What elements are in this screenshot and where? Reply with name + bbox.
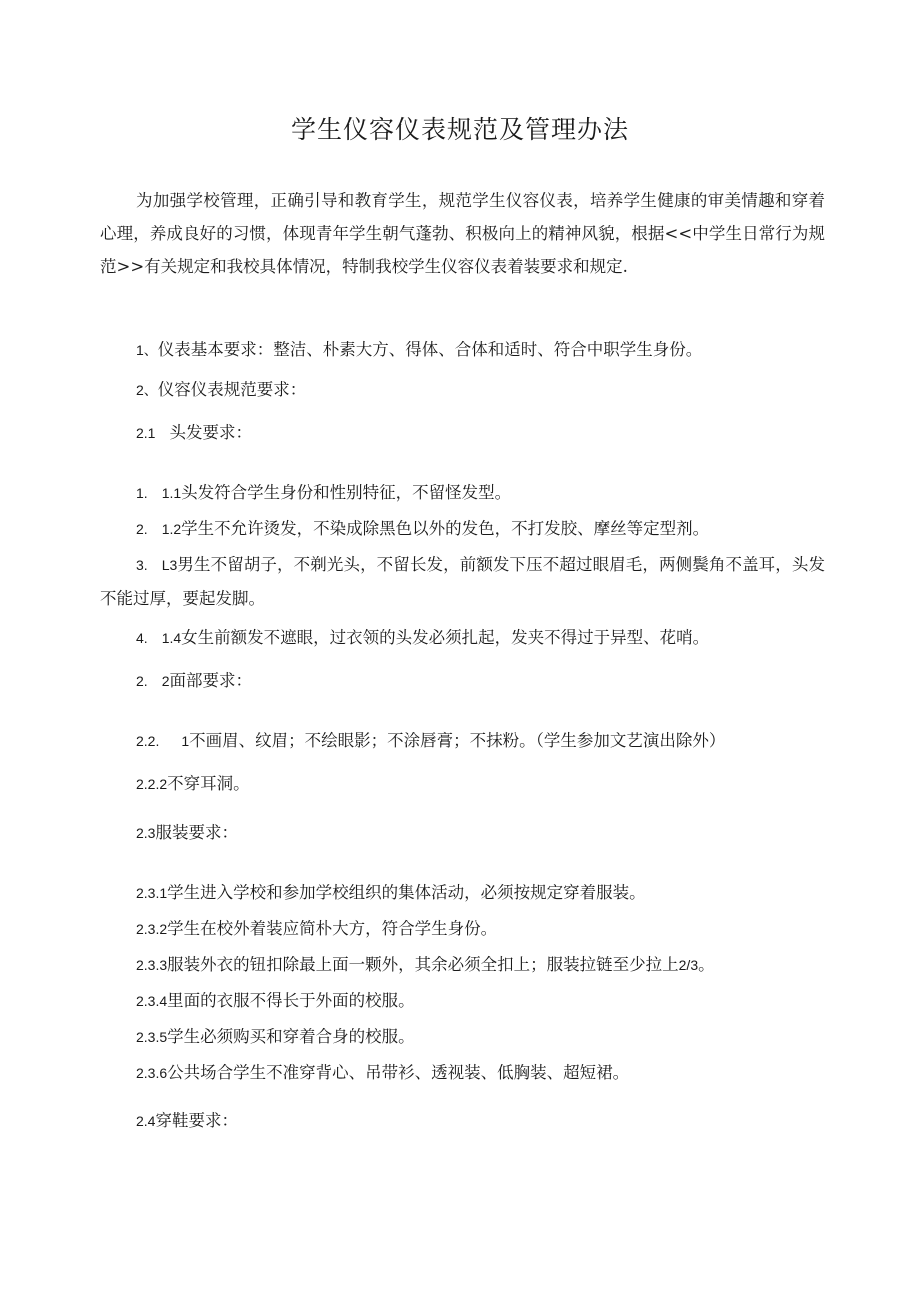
section-2-3-number: 2.3 (136, 825, 156, 841)
clothing-item-5-text: 学生必须购买和穿着合身的校服。 (167, 1027, 415, 1046)
hair-item-2-sub: 1.2 (161, 521, 182, 537)
section-2-number: 2、 (136, 382, 158, 398)
hair-item-4 (136, 621, 826, 655)
section-2-4-number: 2.4 (136, 1113, 156, 1129)
section-2 (136, 373, 826, 407)
clothing-item-2-text: 学生在校外着装应简朴大方，符合学生身份。 (167, 919, 498, 938)
clothing-item-6-text: 公共场合学生不准穿背心、吊带衫、透视装、低胸装、超短裙。 (167, 1063, 630, 1082)
section-2-2-sub: 2 (161, 673, 170, 689)
section-2-1-text: 头发要求： (169, 423, 252, 442)
hair-item-4-number: 4. (136, 630, 148, 646)
hair-item-3 (100, 548, 825, 615)
clothing-item-4 (136, 984, 826, 1018)
hair-item-3-text: 男生不留胡子，不剃光头，不留长发，前额发下压不超过眼眉毛，两侧鬓角不盖耳，头发不能过厚，要起发脚。 (100, 555, 825, 608)
section-2-4 (136, 1104, 826, 1138)
face-item-2-number: 2.2.2 (136, 776, 168, 792)
face-item-1 (136, 724, 826, 758)
hair-item-3-sub: L3 (161, 557, 178, 573)
hair-item-2 (136, 512, 826, 546)
section-1-number: 1、 (136, 342, 158, 358)
hair-item-1 (136, 476, 826, 510)
section-2-text: 仪容仪表规范要求： (157, 380, 307, 399)
clothing-item-3-text: 服装外衣的钮扣除最上面一颗外，其余必须全扣上；服装拉链至少拉上 (167, 955, 679, 974)
clothing-item-4-number: 2.3.4 (136, 993, 168, 1009)
clothing-item-2-number: 2.3.2 (136, 921, 168, 937)
section-2-3 (136, 816, 826, 850)
clothing-item-6-number: 2.3.6 (136, 1065, 168, 1081)
face-item-1-sub: 1 (181, 733, 190, 749)
section-2-4-text: 穿鞋要求： (155, 1111, 238, 1130)
section-2-2 (136, 664, 826, 698)
clothing-item-3-end: 。 (698, 955, 715, 974)
hair-item-4-sub: 1.4 (161, 630, 182, 646)
clothing-item-6 (136, 1056, 826, 1090)
clothing-item-1 (136, 876, 826, 910)
clothing-item-3 (136, 948, 826, 982)
hair-item-1-text: 头发符合学生身份和性别特征，不留怪发型。 (181, 483, 512, 502)
hair-item-1-sub: 1.1 (161, 485, 182, 501)
clothing-item-3-fraction: 2/3 (678, 957, 699, 973)
face-item-1-number: 2.2. (136, 733, 160, 749)
hair-item-1-number: 1. (136, 485, 148, 501)
clothing-item-5-number: 2.3.5 (136, 1029, 168, 1045)
section-2-2-text: 面部要求： (169, 671, 252, 690)
intro-paragraph: 为加强学校管理，正确引导和教育学生，规范学生仪容仪表，培养学生健康的审美情趣和穿着心理，养成良好的习惯，体现青年学生朝气蓬勃、积极向上的精神风貌，根据<<中学生日常行为规范>>有关规定和我校具体情况，特制我校学生仪容仪表着装要求和规定. (100, 191, 825, 276)
clothing-item-3-number: 2.3.3 (136, 957, 168, 973)
hair-item-3-number: 3. (136, 557, 148, 573)
clothing-item-5 (136, 1020, 826, 1054)
clothing-item-2 (136, 912, 826, 946)
clothing-item-4-text: 里面的衣服不得长于外面的校服。 (167, 991, 415, 1010)
section-2-1 (136, 416, 826, 450)
hair-item-4-text: 女生前额发不遮眼，过衣领的头发必须扎起，发夹不得过于异型、花哨。 (181, 628, 710, 647)
section-2-3-text: 服装要求： (155, 823, 238, 842)
clothing-item-1-number: 2.3.1 (136, 885, 168, 901)
hair-item-2-text: 学生不允许烫发，不染成除黑色以外的发色，不打发胶、摩丝等定型剂。 (181, 519, 710, 538)
section-2-2-number: 2. (136, 673, 148, 689)
section-1 (136, 333, 826, 367)
section-2-1-number: 2.1 (136, 425, 156, 441)
document-title: 学生仪容仪表规范及管理办法 (290, 115, 629, 144)
hair-item-2-number: 2. (136, 521, 148, 537)
clothing-item-1-text: 学生进入学校和参加学校组织的集体活动，必须按规定穿着服装。 (167, 883, 646, 902)
section-1-text: 仪表基本要求：整洁、朴素大方、得体、合体和适时、符合中职学生身份。 (157, 340, 703, 359)
face-item-2 (136, 767, 826, 801)
face-item-2-text: 不穿耳洞。 (167, 774, 250, 793)
face-item-1-text: 不画眉、纹眉；不绘眼影；不涂唇膏；不抹粉。（学生参加文艺演出除外） (189, 731, 726, 750)
